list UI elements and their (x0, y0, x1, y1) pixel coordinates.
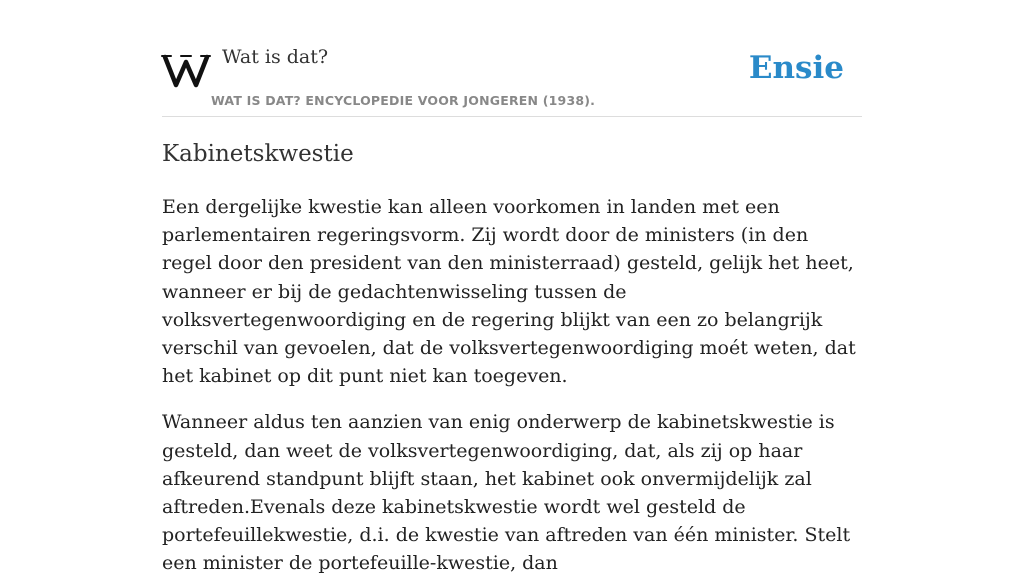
source-subtitle[interactable]: WAT IS DAT? ENCYCLOPEDIE VOOR JONGEREN (1938). (211, 93, 596, 108)
brand-logo[interactable]: Ensie (748, 50, 844, 86)
article-paragraph: Een dergelijke kwestie kan alleen voorkomen in landen met een parlementairen regeringsvorm. Zij wordt door de ministers (in den regel door den president van den ministerraad) gesteld, gelijk het heet, wanneer er bij de gedachtenwisseling tussen de volksvertegenwoordiging en de regering blijkt van een zo belangrijk verschil van gevoelen, dat de volksvertegenwoordiging moét weten, dat het kabinet op dit punt niet kan toegeven. (162, 196, 856, 388)
source-title[interactable]: Wat is dat? (222, 46, 329, 68)
article-paragraph: Wanneer aldus ten aanzien van enig onderwerp de kabinetskwestie is gesteld, dan weet de volksvertegenwoordiging, dat, als zij op haar afkeurend standpunt blijft staan, het kabinet ook onvermijdelijk zal aftreden.Evenals deze kabinetskwestie wordt wel gesteld de portefeuillekwestie, d.i. de kwestie van aftreden van één minister. Stelt een minister de portefeuille-kwestie, dan (162, 411, 851, 575)
article-title: Kabinetskwestie (162, 141, 354, 167)
source-header (162, 40, 862, 117)
w-logo-icon[interactable] (162, 50, 210, 90)
article (162, 137, 862, 578)
